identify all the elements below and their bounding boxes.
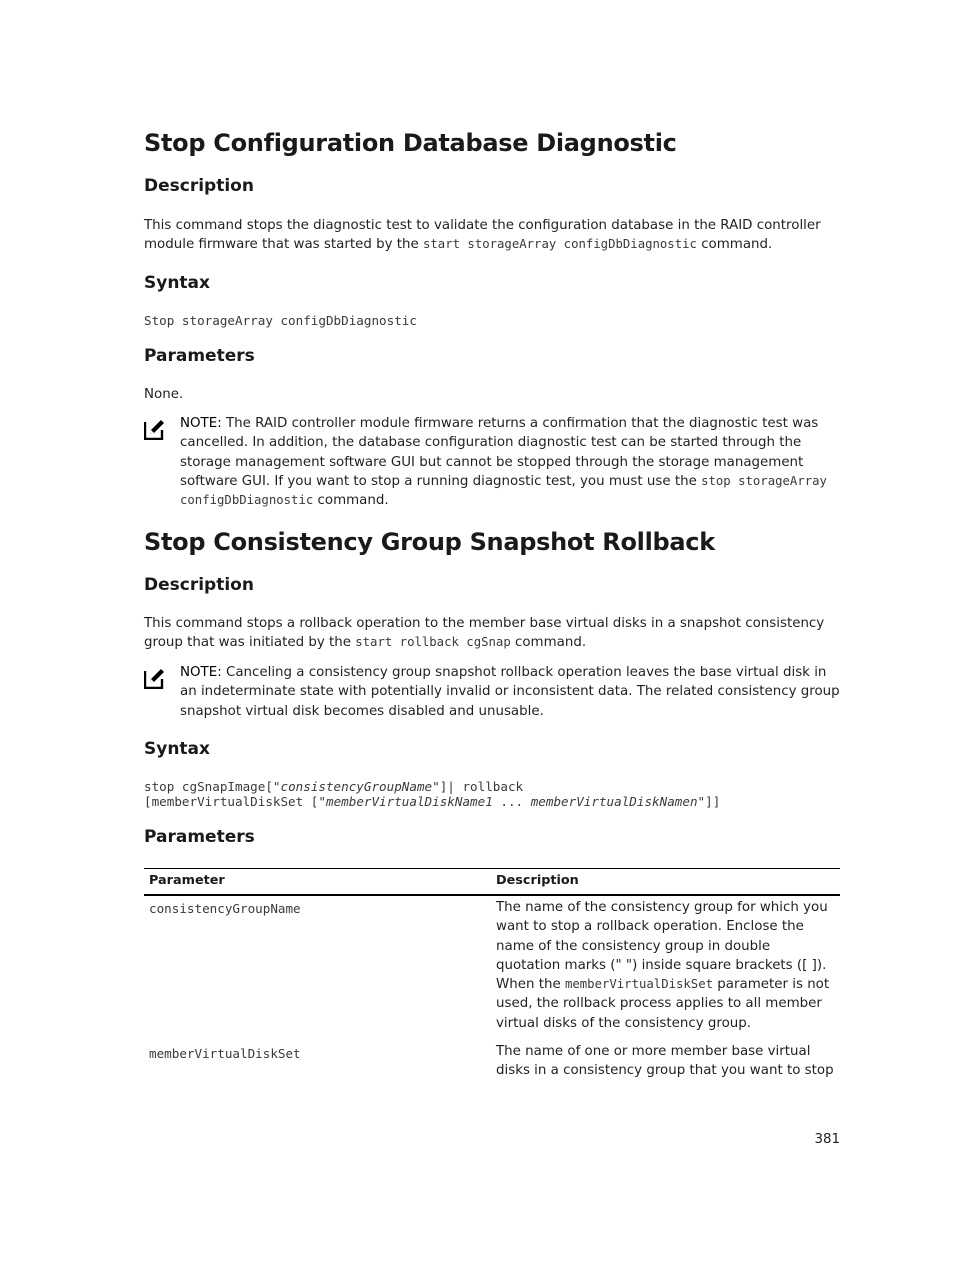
description-heading: Description <box>144 176 254 196</box>
page-number: 381 <box>814 1132 840 1147</box>
inline-code: memberVirtualDiskSet <box>564 977 714 992</box>
column-header-parameter: Parameter <box>149 873 225 888</box>
syntax-code: stop cgSnapImage["consistencyGroupName"]| rollback [memberVirtualDiskSet ["memberVirtualDiskName1 ... memberVirtualDiskNamen"]] <box>144 779 721 809</box>
parameters-table <box>144 868 840 1088</box>
description-heading: Description <box>144 575 254 595</box>
pencil-note-icon <box>144 419 165 440</box>
syntax-code: Stop storageArray configDbDiagnostic <box>144 313 417 328</box>
description-text: This command stops the diagnostic test to validate the configuration database in the RAID controller module firmware that was started by the start storageArray configDbDiagnostic command. <box>144 218 821 253</box>
inline-code: start storageArray configDbDiagnostic <box>423 237 697 252</box>
column-header-description: Description <box>496 873 579 888</box>
parameters-heading: Parameters <box>144 346 255 366</box>
syntax-heading: Syntax <box>144 273 210 293</box>
inline-code: start rollback cgSnap <box>355 635 511 650</box>
param-name: memberVirtualDiskSet <box>149 1046 301 1061</box>
param-description: The name of one or more member base virtual disks in a consistency group that you want to stop <box>496 1044 834 1079</box>
section-title: Stop Consistency Group Snapshot Rollback <box>144 528 715 556</box>
pencil-note-icon <box>144 668 165 689</box>
syntax-heading: Syntax <box>144 739 210 759</box>
section-title: Stop Configuration Database Diagnostic <box>144 129 677 157</box>
note-box <box>144 414 840 514</box>
parameters-text: None. <box>144 387 184 402</box>
description-text: This command stops a rollback operation to the member base virtual disks in a snapshot consistency group that was initiated by the start rollback cgSnap command. <box>144 616 825 651</box>
param-name: consistencyGroupName <box>149 901 301 916</box>
table-header <box>144 868 840 896</box>
note-text: NOTE: Canceling a consistency group snapshot rollback operation leaves the base virtual disk in an indeterminate state with potentially invalid or inconsistent data. The related consistency group snapshot virtual disk becomes disabled and unusable. <box>180 665 840 719</box>
parameters-heading: Parameters <box>144 827 255 847</box>
param-description: The name of the consistency group for which you want to stop a rollback operation. Enclose the name of the consistency group in double quotation marks (" ") inside square brackets ([ ]). When the memberVirtualDiskSet parameter is not used, the rollback process applies to all member virtual disks of the consistency group. <box>496 900 830 1031</box>
note-box <box>144 663 840 723</box>
note-text: NOTE: The RAID controller module firmware returns a confirmation that the diagnostic test was cancelled. In addition, the database configuration diagnostic test can be started through the storage management software GUI but cannot be stopped through the storage management software GUI. If you want to stop a running diagnostic test, you must use the stop storageArray configDbDiagnostic command. <box>180 416 827 509</box>
inline-code: stop storageArray configDbDiagnostic <box>180 473 827 508</box>
